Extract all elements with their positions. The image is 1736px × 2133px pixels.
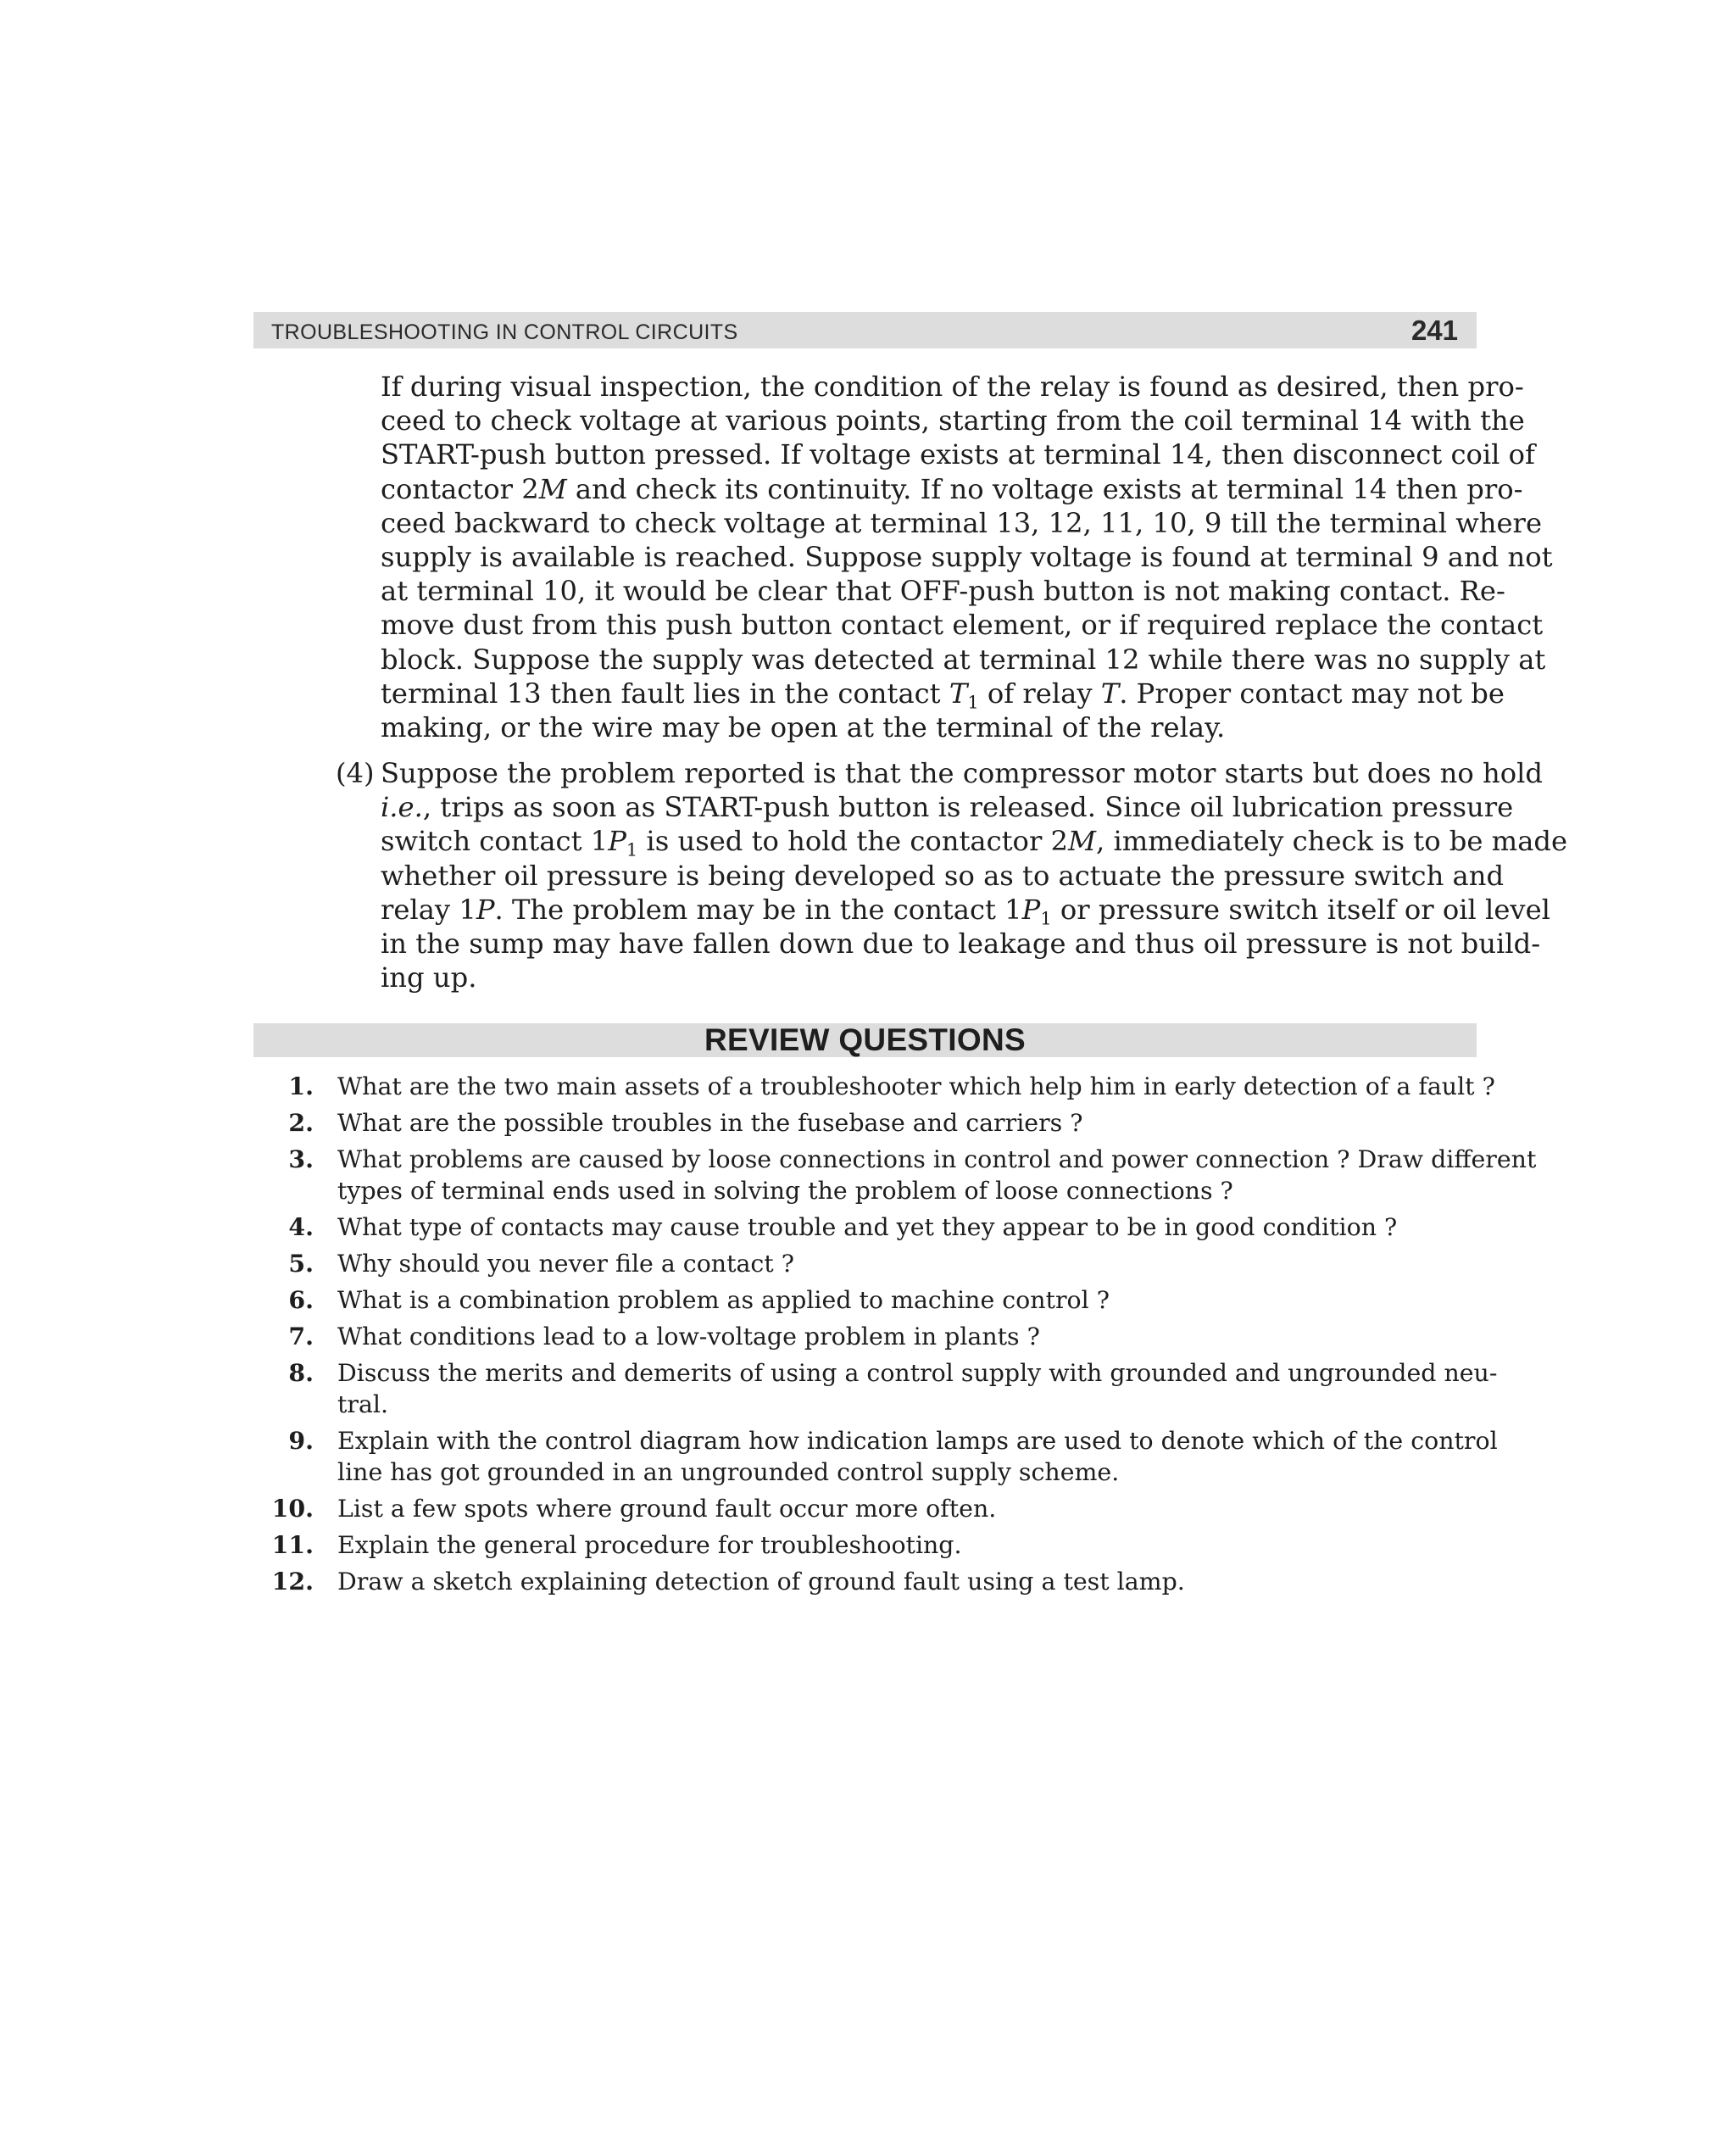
running-header — [253, 312, 1477, 348]
question-line: What conditions lead to a low-voltage problem in plants ? — [337, 1323, 1040, 1351]
question-text — [337, 1284, 1477, 1316]
question-line: tral. — [337, 1390, 389, 1418]
question-number: 6. — [288, 1285, 314, 1314]
question-number: 8. — [288, 1358, 314, 1387]
item-line: switch contact $1P_1$ is used to hold the contactor 2M, immediately check is to be made — [381, 825, 1568, 860]
question-text — [337, 1144, 1537, 1206]
item-line: in the sump may have fallen down due to leakage and thus oil pressure is not build- — [381, 927, 1541, 960]
review-questions-heading — [253, 1023, 1477, 1057]
question-line: What are the two main assets of a troubleshooter which help him in early detection of a fault ? — [337, 1072, 1495, 1100]
question-text — [337, 1107, 1477, 1139]
review-question — [253, 1248, 1477, 1279]
review-questions-list — [253, 1071, 1537, 1602]
review-question — [253, 1493, 1477, 1524]
paragraph-line: ceed to check voltage at various points, starting from the coil terminal 14 with the — [381, 404, 1525, 437]
question-line: What are the possible troubles in the fusebase and carriers ? — [337, 1109, 1083, 1137]
question-line: types of terminal ends used in solving the problem of loose connections ? — [337, 1177, 1233, 1205]
question-line: What type of contacts may cause trouble and yet they appear to be in good condition ? — [337, 1213, 1398, 1241]
running-head-title: TROUBLESHOOTING IN CONTROL CIRCUITS — [271, 320, 738, 344]
item-line: Suppose the problem reported is that the compressor motor starts but does no hold — [381, 757, 1543, 789]
question-number: 10. — [271, 1494, 314, 1523]
paragraph-line: move dust from this push button contact element, or if required replace the contact — [381, 609, 1544, 642]
question-line: line has got grounded in an ungrounded control supply scheme. — [337, 1458, 1120, 1486]
review-question — [253, 1357, 1498, 1420]
question-number: 7. — [288, 1322, 314, 1351]
review-question — [253, 1566, 1477, 1597]
item-number: (4) — [336, 757, 375, 789]
question-number: 9. — [288, 1426, 314, 1455]
paragraph-line: terminal 13 then fault lies in the contact $T_1$ of relay T. Proper contact may not be — [381, 677, 1505, 712]
review-question — [253, 1107, 1477, 1139]
body-paragraph — [381, 370, 1553, 744]
review-question — [253, 1529, 1477, 1561]
question-number: 5. — [288, 1249, 314, 1278]
question-text — [337, 1321, 1477, 1352]
question-text — [337, 1425, 1498, 1488]
review-questions-title: REVIEW QUESTIONS — [704, 1022, 1026, 1057]
question-line: Discuss the merits and demerits of using a control supply with grounded and ungrounded neu- — [337, 1359, 1498, 1387]
paragraph-line: contactor 2M and check its continuity. If no voltage exists at terminal 14 then pro- — [381, 472, 1523, 505]
question-line: What is a combination problem as applied to machine control ? — [337, 1286, 1110, 1314]
paragraph-line: block. Suppose the supply was detected at terminal 12 while there was no supply at — [381, 643, 1546, 676]
review-question — [253, 1071, 1495, 1102]
question-text — [337, 1211, 1477, 1243]
review-question — [253, 1211, 1477, 1243]
question-number: 2. — [288, 1108, 314, 1137]
page-number: 241 — [1410, 314, 1458, 346]
question-line: Explain the general procedure for troubleshooting. — [337, 1531, 962, 1559]
question-line: List a few spots where ground fault occur more often. — [337, 1495, 997, 1523]
item-line: ing up. — [381, 961, 477, 994]
item-line: i.e., trips as soon as START-push button is released. Since oil lubrication pressure — [381, 791, 1514, 824]
question-number: 1. — [288, 1072, 314, 1100]
question-line: Draw a sketch explaining detection of ground fault using a test lamp. — [337, 1568, 1185, 1596]
review-question — [253, 1425, 1498, 1488]
review-question — [253, 1321, 1477, 1352]
paragraph-line: making, or the wire may be open at the terminal of the relay. — [381, 710, 1226, 743]
question-line: Why should you never file a contact ? — [337, 1250, 794, 1278]
question-text — [337, 1529, 1477, 1561]
review-question — [253, 1284, 1477, 1316]
paragraph-line: START-push button pressed. If voltage exists at terminal 14, then disconnect coil of — [381, 438, 1535, 471]
question-number: 11. — [271, 1530, 314, 1559]
item-text — [381, 756, 1568, 994]
question-text — [337, 1493, 1477, 1524]
item-line: whether oil pressure is being developed so as to actuate the pressure switch and — [381, 859, 1505, 892]
question-line: What problems are caused by loose connections in control and power connection ? Draw different — [337, 1145, 1537, 1173]
question-number: 3. — [288, 1144, 314, 1173]
paragraph-line: at terminal 10, it would be clear that OFF-push button is not making contact. Re- — [381, 575, 1505, 608]
question-text — [337, 1071, 1495, 1102]
question-number: 4. — [288, 1212, 314, 1241]
item-line: relay 1P. The problem may be in the contact $1P_1$ or pressure switch itself or oil level — [381, 893, 1550, 929]
question-line: Explain with the control diagram how indication lamps are used to denote which of the control — [337, 1427, 1498, 1455]
paragraph-line: ceed backward to check voltage at terminal 13, 12, 11, 10, 9 till the terminal where — [381, 506, 1542, 539]
question-text — [337, 1357, 1498, 1420]
paragraph-line: If during visual inspection, the condition of the relay is found as desired, then pro- — [381, 370, 1524, 403]
review-question — [253, 1144, 1537, 1206]
question-number: 12. — [271, 1567, 314, 1596]
question-text — [337, 1566, 1477, 1597]
paragraph-line: supply is available is reached. Suppose supply voltage is found at terminal 9 and not — [381, 540, 1553, 573]
question-text — [337, 1248, 1477, 1279]
